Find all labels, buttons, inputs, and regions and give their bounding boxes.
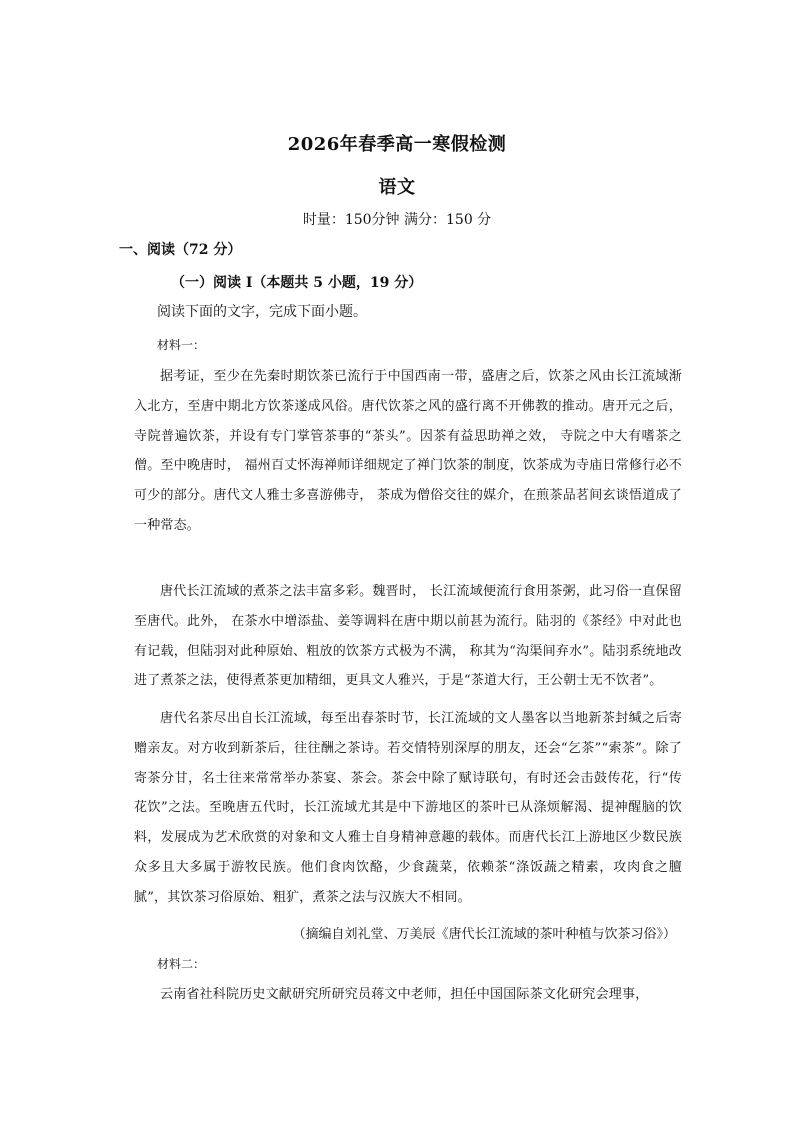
subsection-heading: （一）阅读 I（本题共 5 小题，19 分）: [171, 275, 423, 291]
material-2-label: 材料二：: [157, 957, 206, 971]
section-heading: 一、阅读（72 分）: [119, 242, 242, 258]
material-2-paragraph-1: 云南省社科院历史文献研究所研究员蒋文中老师，担任中国国际茶文化研究会理事，: [160, 987, 649, 1002]
material-1-label: 材料一：: [157, 338, 206, 352]
subject-title: 语文: [378, 177, 416, 198]
page-title: 2026年春季高一寒假检测: [287, 134, 507, 155]
material-1-paragraph-3: 唐代名茶尽出自长江流域，每至出春茶时节，长江流域的文人墨客以当地新茶封缄之后寄赠亲友。对方收到新茶后，往往酬之茶诗。若交情特别深厚的朋友，还会“乞茶”“索茶”。除了寄茶分甘，名士往来常常举办茶宴、茶会。茶会中除了赋诗联句，有时还会击鼓传花，行“传花饮”之法。至晚唐五代时，长江流域尤其是中下游地区的茶叶已从涤烦解渴、提神醒脑的饮料，发展成为艺术欣赏的对象和文人雅士自身精神意趣的载体。而唐代长江上游地区少数民族众多且大多属于游牧民族。他们食肉饮酪，少食蔬菜，依赖茶“涤饭蔬之精素，攻肉食之膻腻”，其饮茶习俗原始、粗犷，煮茶之法与汉族大不相同。: [134, 711, 682, 905]
material-1-paragraph-2: 唐代长江流域的煮茶之法丰富多彩。魏晋时， 长江流域便流行食用茶粥，此习俗一直保留至唐代。此外， 在茶水中增添盐、姜等调料在唐中期以前甚为流行。陆羽的《茶经》中对此也有记载，但陆羽对此种原始、粗放的饮茶方式极为不满， 称其为“沟渠间弃水”。陆羽系统地改进了煮茶之法，使得煮茶更加精细，更具文人雅兴，于是“茶道大行，王公朝士无不饮者”。: [134, 584, 682, 689]
material-1-source: （摘编自刘礼堂、万美辰《唐代长江流域的茶叶种植与饮茶习俗》）: [292, 927, 676, 942]
exam-meta: 时量：150分钟 满分：150 分: [302, 212, 492, 228]
instruction-text: 阅读下面的文字，完成下面小题。: [157, 304, 367, 320]
material-1-paragraph-1: 据考证，至少在先秦时期饮茶已流行于中国西南一带，盛唐之后，饮茶之风由长江流域渐入北方，至唐中期北方饮茶遂成风俗。唐代饮茶之风的盛行离不开佛教的推动。唐开元之后，寺院普遍饮茶，并设有专门掌管茶事的“茶头”。因茶有益思助禅之效， 寺院之中大有嗜茶之僧。至中晚唐时， 福州百丈怀海禅师详细规定了禅门饮茶的制度，饮茶成为寺庙日常修行必不可少的部分。唐代文人雅士多喜游佛寺， 茶成为僧俗交往的媒介，在煎茶品茗间玄谈悟道成了一种常态。: [134, 369, 682, 533]
